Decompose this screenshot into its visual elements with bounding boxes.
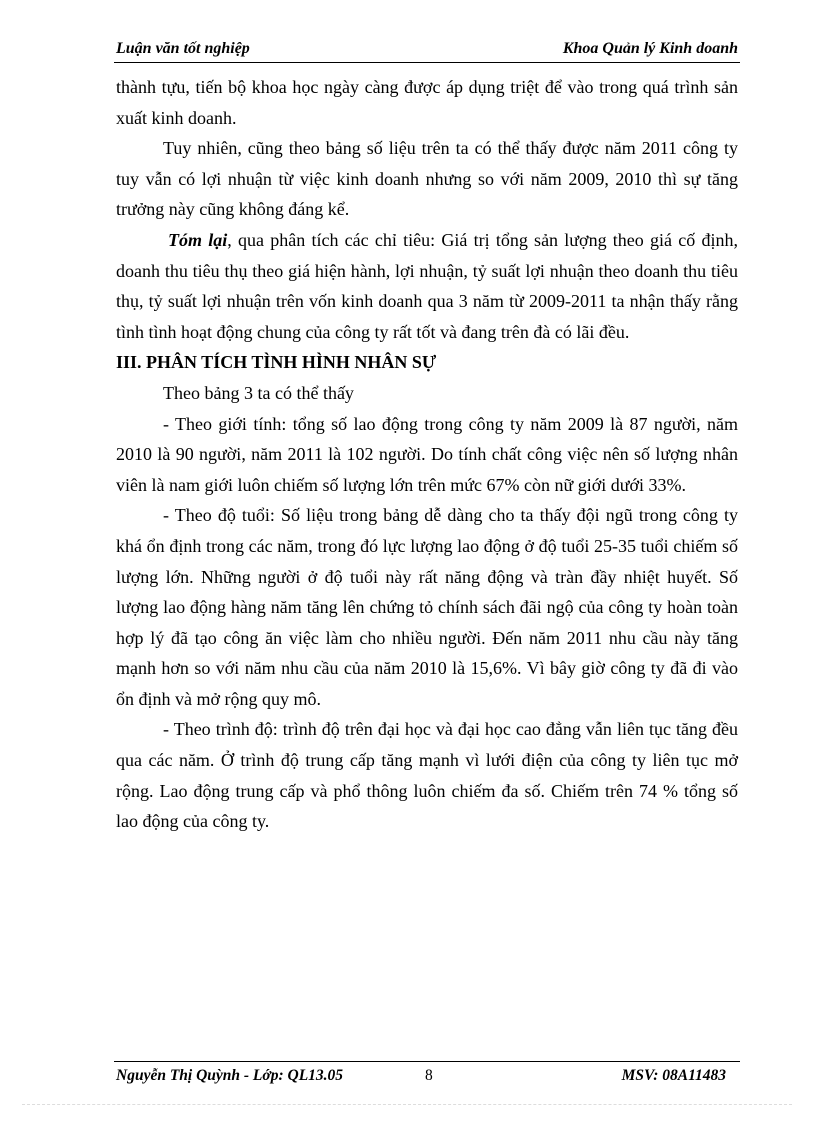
page-header xyxy=(114,38,740,64)
page-footer xyxy=(114,1064,740,1088)
paragraph-table-ref: Theo bảng 3 ta có thể thấy xyxy=(163,382,354,403)
footer-rule xyxy=(114,1061,740,1062)
paragraph-gender: - Theo giới tính: tổng số lao động trong công ty năm 2009 là 87 người, năm 2010 là 90 người, năm 2011 là 102 người. Do tính chất công việc nên số lượng nhân viên là nam giới luôn chiếm số lượng lớn trên mức 67% còn nữ giới dưới 33%. xyxy=(116,413,738,495)
header-thesis-label: Luận văn tốt nghiệp xyxy=(116,40,250,57)
page-bottom-dashed-line xyxy=(22,1104,792,1105)
paragraph-age: - Theo độ tuổi: Số liệu trong bảng dễ dàng cho ta thấy đội ngũ trong công ty khá ổn định trong các năm, trong đó lực lượng lao động ở độ tuổi 25-35 tuổi chiếm số lượng lớn. Những người ở độ tuổi này rất năng động và tràn đầy nhiệt huyết. Số lượng lao động hàng năm tăng lên chứng tỏ chính sách đãi ngộ của công ty hoàn toàn hợp lý đã tạo công ăn việc làm cho nhiều người. Đến năm 2011 nhu cầu này tăng mạnh hơn so với năm nhu cầu của năm 2010 là 15,6%. Vì bây giờ công ty đã đi vào ổn định và mở rộng quy mô. xyxy=(116,505,738,709)
page-number: 8 xyxy=(425,1067,433,1084)
footer-author: Nguyễn Thị Quỳnh - Lớp: QL13.05 xyxy=(116,1067,344,1084)
document-body xyxy=(116,72,738,837)
paragraph-education: - Theo trình độ: trình độ trên đại học và đại học cao đẳng vẫn liên tục tăng đều qua các năm. Ở trình độ trung cấp tăng mạnh vì lưới điện của công ty liên tục mở rộng. Lao động trung cấp và phổ thông luôn chiếm đa số. Chiếm trên 74 % tổng số lao động của công ty. xyxy=(116,719,738,832)
header-faculty-label: Khoa Quản lý Kinh doanh xyxy=(562,40,738,57)
summary-lead: Tóm lại xyxy=(168,229,228,250)
header-rule xyxy=(114,62,740,63)
paragraph-continuation: thành tựu, tiến bộ khoa học ngày càng được áp dụng triệt để vào trong quá trình sản xuất kinh doanh. xyxy=(116,77,738,128)
summary-text: , qua phân tích các chỉ tiêu: Giá trị tổng sản lượng theo giá cố định, doanh thu tiêu thụ theo giá hiện hành, lợi nhuận, tỷ suất lợi nhuận theo doanh thu tiêu thụ, tỷ suất lợi nhuận trên vốn kinh doanh qua 3 năm từ 2009-2011 ta nhận thấy rằng tình tình hoạt động chung của công ty rất tốt và đang trên đà có lãi đều. xyxy=(116,229,738,342)
paragraph-profit-note: Tuy nhiên, cũng theo bảng số liệu trên ta có thể thấy được năm 2011 công ty tuy vẫn có lợi nhuận từ việc kinh doanh nhưng so với năm 2009, 2010 thì sự tăng trưởng này cũng không đáng kể. xyxy=(116,138,738,220)
footer-student-id: MSV: 08A11483 xyxy=(621,1067,726,1084)
paragraph-summary xyxy=(116,225,738,347)
section-heading: III. PHÂN TÍCH TÌNH HÌNH NHÂN SỰ xyxy=(116,352,437,373)
